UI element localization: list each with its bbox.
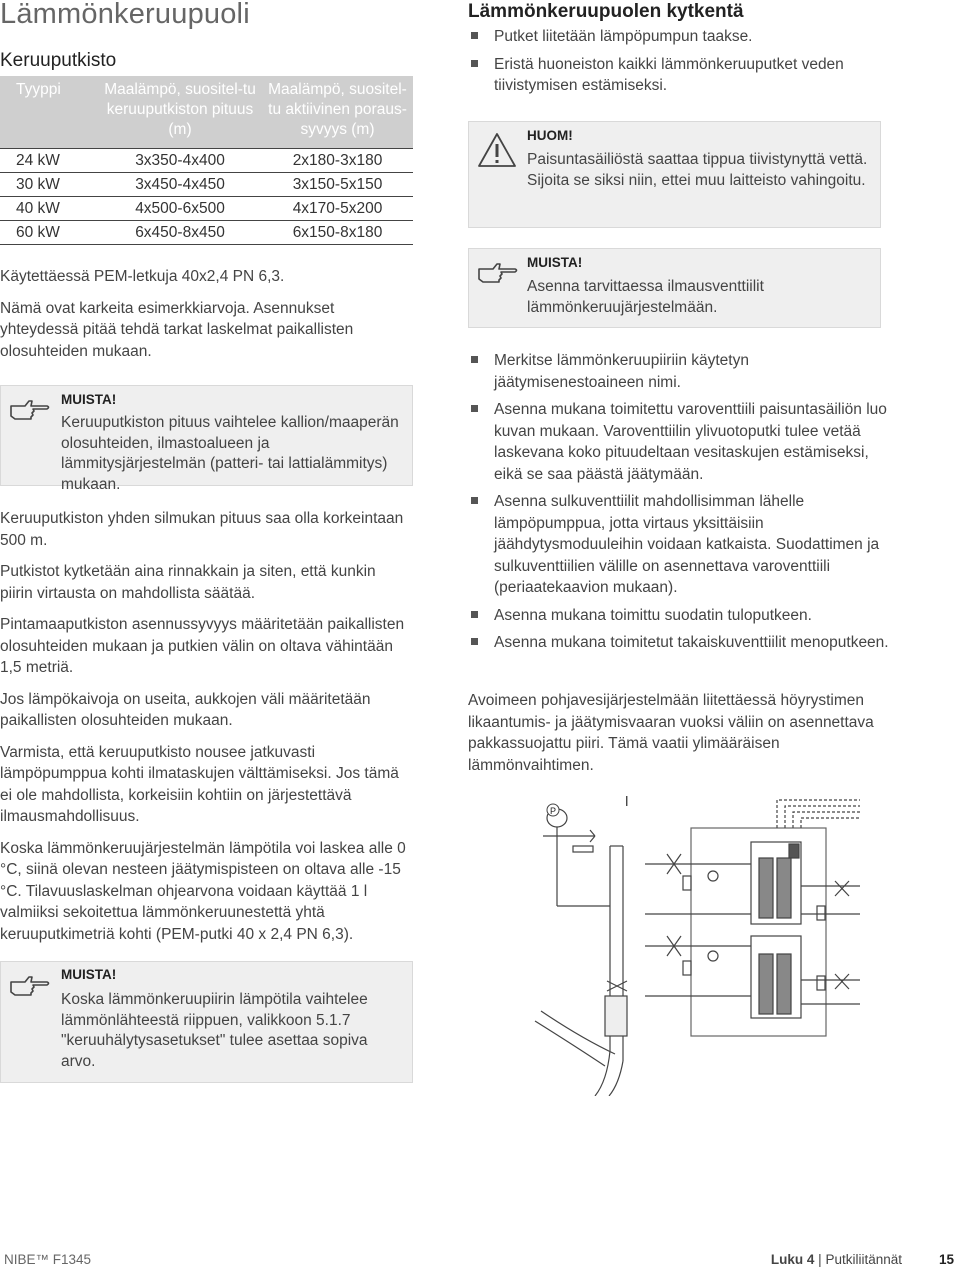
note-text: Asenna tarvittaessa ilmausventtiilit lämmönkeruujärjestelmään. bbox=[527, 278, 764, 316]
table-row bbox=[0, 221, 413, 245]
table-cell: 40 kW bbox=[0, 197, 98, 221]
footer-brand: NIBE™ F1345 bbox=[4, 1252, 92, 1267]
intro-text bbox=[0, 266, 412, 372]
list-item: Asenna mukana toimittu suodatin tuloputkeen. bbox=[468, 605, 893, 627]
table-header-cell: Maalämpö, suositel-tu keruuputkiston pituus (m) bbox=[98, 76, 262, 149]
table-cell: 30 kW bbox=[0, 173, 98, 197]
caution-text: Paisuntasäiliöstä saattaa tippua tiivistynyttä vettä. Sijoita se siksi niin, ettei muu laitteisto vahingoitu. bbox=[527, 151, 868, 189]
page-number: 15 bbox=[938, 1252, 954, 1267]
paragraph-rising: Varmista, että keruuputkisto nousee jatkuvasti lämpöpumppua kohti ilmataskujen välttämiseksi. Jos tämä ei ole mahdollista, korkeisiin kohtiin on järjestettävä ilmausmahdollisuus. bbox=[0, 743, 399, 825]
table-cell: 24 kW bbox=[0, 149, 98, 173]
note-label: MUISTA! bbox=[527, 255, 583, 270]
bullet-list-main bbox=[468, 350, 893, 660]
list-item: Eristä huoneiston kaikki lämmönkeruuputket veden tiivistymisen estämiseksi. bbox=[468, 54, 893, 97]
paragraph-pem: Käytettäessä PEM-letkuja 40x2,4 PN 6,3. bbox=[0, 268, 285, 285]
table-cell: 4x500-6x500 bbox=[98, 197, 262, 221]
table-cell: 3x450-4x450 bbox=[98, 173, 262, 197]
pointing-hand-icon bbox=[9, 972, 51, 998]
chapter-prefix: Luku 4 bbox=[770, 1252, 815, 1267]
table-cell: 3x350-4x400 bbox=[98, 149, 262, 173]
table-header-row bbox=[0, 76, 413, 149]
paragraph-wells: Jos lämpökaivoja on useita, aukkojen väli määritetään paikallisten olosuhteiden mukaan. bbox=[0, 690, 371, 729]
note-box-remember-1 bbox=[0, 385, 413, 493]
footer-chapter bbox=[771, 1252, 902, 1267]
pressure-label: P bbox=[549, 806, 557, 816]
note-text: Koska lämmönkeruupiirin lämpötila vaihtelee lämmönlähteestä riippuen, valikkoon 5.1.7 "keruuhälytysasetukset" tulee asettaa sopiva arvo. bbox=[61, 991, 368, 1070]
vent-label: ꟾ bbox=[625, 796, 629, 809]
paragraph-parallel: Putkistot kytketään aina rinnakkain ja siten, että kunkin piirin virtausta on mahdollista säätää. bbox=[0, 563, 376, 602]
table-cell: 3x150-5x150 bbox=[262, 173, 413, 197]
collector-table bbox=[0, 76, 413, 245]
paragraph-antifreeze: Koska lämmönkeruujärjestelmän lämpötila voi laskea alle 0 °C, siinä olevan nesteen jäätymispisteen on oltava alle -15 °C. Tilavuuslaskelman ohjearvona voidaan käyttää 1 l valmiiksi sekoitettua lämmönkeruunestettä yhtä keruuputkimetriä kohti (PEM-putki 40 x 2,4 PN 6,3). bbox=[0, 839, 406, 943]
section-title-connection: Lämmönkeruupuolen kytkentä bbox=[468, 1, 744, 22]
list-item: Asenna mukana toimitetut takaiskuventtiilit menoputkeen. bbox=[468, 632, 893, 654]
list-item: Asenna sulkuventtiilit mahdollisimman lähelle lämpöpumppua, jotta virtaus yksittäisiin jäähdytysmoduuleihin voidaan katkaista. Suodattimen ja sulkuventtiilien välille on asennettava varoventtiili (periaatekaavion mukaan). bbox=[468, 491, 893, 599]
note-box-remember-2 bbox=[0, 961, 413, 1083]
note-text: Keruuputkiston pituus vaihtelee kallion/maaperän olosuhteiden, ilmastoalueen ja lämmitysjärjestelmän (patteri- tai lattialämmitys) mukaan. bbox=[61, 414, 399, 493]
table-row bbox=[0, 173, 413, 197]
piping-schematic bbox=[515, 796, 860, 1096]
note-box-remember-3 bbox=[468, 248, 881, 328]
table-row bbox=[0, 197, 413, 221]
pointing-hand-icon bbox=[477, 259, 519, 285]
paragraph-depth: Pintamaaputkiston asennussyvyys määritetään paikallisten olosuhteiden mukaan ja putkien välin on oltava vähintään 1,5 metriä. bbox=[0, 616, 405, 676]
table-cell: 2x180-3x180 bbox=[262, 149, 413, 173]
caution-box bbox=[468, 121, 881, 228]
list-item: Merkitse lämmönkeruupiiriin käytetyn jäätymisenestoaineen nimi. bbox=[468, 350, 893, 393]
pointing-hand-icon bbox=[9, 396, 51, 422]
warning-icon bbox=[477, 132, 517, 168]
open-system-text bbox=[468, 690, 893, 786]
list-item: Putket liitetään lämpöpumpun taakse. bbox=[468, 26, 893, 48]
table-cell: 60 kW bbox=[0, 221, 98, 245]
table-header-cell: Tyyppi bbox=[0, 76, 98, 149]
body-text bbox=[0, 508, 412, 955]
caution-label: HUOM! bbox=[527, 128, 573, 143]
section-title-keruuputkisto: Keruuputkisto bbox=[0, 50, 117, 71]
table-header-cell: Maalämpö, suositel-tu aktiivinen poraus-syvyys (m) bbox=[262, 76, 413, 149]
paragraph-rough-values: Nämä ovat karkeita esimerkkiarvoja. Asennukset yhteydessä pitää tehdä tarkat laskelmat paikallisten olosuhteiden mukaan. bbox=[0, 299, 354, 360]
table-cell: 6x450-8x450 bbox=[98, 221, 262, 245]
page-title: Lämmönkeruupuoli bbox=[0, 0, 250, 30]
table-row bbox=[0, 149, 413, 173]
note-label: MUISTA! bbox=[61, 392, 117, 407]
chapter-separator: | bbox=[818, 1252, 822, 1267]
chapter-name: Putkiliitännät bbox=[825, 1252, 902, 1267]
table-cell: 4x170-5x200 bbox=[262, 197, 413, 221]
paragraph-loop-length: Keruuputkiston yhden silmukan pituus saa olla korkeintaan 500 m. bbox=[0, 510, 404, 549]
table-cell: 6x150-8x180 bbox=[262, 221, 413, 245]
list-item: Asenna mukana toimitettu varoventtiili paisuntasäiliön luo kuvan mukaan. Varoventtiilin ylivuotoputki tulee vetää laskevana koko pituudeltaan vesitaskujen estämiseksi, eikä se saa päästä jäätymään. bbox=[468, 399, 893, 485]
note-label: MUISTA! bbox=[61, 967, 117, 982]
paragraph-open-system: Avoimeen pohjavesijärjestelmään liitettäessä höyrystimen likaantumis- ja jäätymisvaaran vuoksi väliin on asennettava pakkassuojattu piiri. Tämä vaatii ylimääräisen lämmönvaihtimen. bbox=[468, 692, 874, 774]
bullet-list-top bbox=[468, 26, 893, 103]
